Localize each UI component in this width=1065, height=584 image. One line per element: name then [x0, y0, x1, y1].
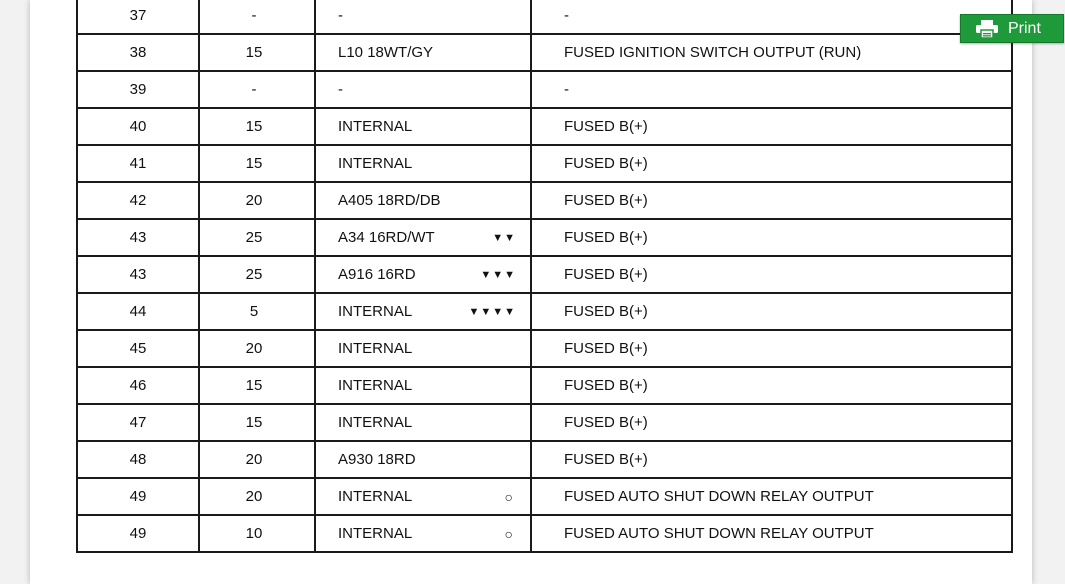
circuit-text: INTERNAL [338, 377, 413, 394]
fuse-amp-cell: 20 [199, 441, 315, 478]
table-row [77, 182, 1012, 219]
cavity-cell: 45 [77, 330, 199, 367]
fuse-amp-cell: - [199, 71, 315, 108]
circuit-cell [315, 404, 531, 441]
fuse-amp-cell: 25 [199, 219, 315, 256]
fuse-amp-cell: 10 [199, 515, 315, 552]
table-row [77, 0, 1012, 34]
circuit-text: INTERNAL [338, 414, 413, 431]
cavity-cell: 40 [77, 108, 199, 145]
cavity-cell: 48 [77, 441, 199, 478]
triangle-marker-icon: ▼▼▼▼ [468, 305, 516, 318]
circuit-text: INTERNAL [338, 340, 413, 357]
circuit-cell [315, 145, 531, 182]
description-cell: FUSED B(+) [531, 145, 1012, 182]
printer-icon [976, 20, 998, 38]
description-cell: - [531, 0, 1012, 34]
circuit-cell [315, 108, 531, 145]
description-cell: FUSED B(+) [531, 256, 1012, 293]
fuse-amp-cell: 20 [199, 182, 315, 219]
circuit-cell [315, 515, 531, 552]
circuit-cell [315, 293, 531, 330]
description-cell: FUSED B(+) [531, 293, 1012, 330]
cavity-cell: 42 [77, 182, 199, 219]
circuit-text: INTERNAL [338, 488, 413, 505]
circuit-text: INTERNAL [338, 155, 413, 172]
table-row [77, 145, 1012, 182]
cavity-cell: 49 [77, 478, 199, 515]
table-row [77, 293, 1012, 330]
cavity-cell: 39 [77, 71, 199, 108]
cavity-cell: 43 [77, 256, 199, 293]
circuit-cell [315, 219, 531, 256]
cavity-cell: 41 [77, 145, 199, 182]
fuse-pin-table [76, 0, 1013, 553]
triangle-marker-icon: ▼▼▼ [480, 268, 516, 281]
circuit-text: INTERNAL [338, 303, 413, 320]
circuit-cell [315, 256, 531, 293]
description-cell: FUSED B(+) [531, 108, 1012, 145]
cavity-cell: 49 [77, 515, 199, 552]
description-cell: FUSED AUTO SHUT DOWN RELAY OUTPUT [531, 478, 1012, 515]
cavity-cell: 37 [77, 0, 199, 34]
circuit-cell [315, 367, 531, 404]
fuse-amp-cell: 15 [199, 404, 315, 441]
description-cell: - [531, 71, 1012, 108]
circuit-text: L10 18WT/GY [338, 44, 434, 61]
cavity-cell: 43 [77, 219, 199, 256]
circuit-cell [315, 71, 531, 108]
circle-marker-icon: ○ [504, 525, 514, 542]
fuse-amp-cell: 15 [199, 367, 315, 404]
fuse-pin-table-body [77, 0, 1012, 552]
table-row [77, 219, 1012, 256]
table-row [77, 478, 1012, 515]
circuit-text: INTERNAL [338, 118, 413, 135]
cavity-cell: 47 [77, 404, 199, 441]
triangle-marker-icon: ▼▼ [492, 231, 516, 244]
circuit-text: - [338, 7, 343, 24]
cavity-cell: 38 [77, 34, 199, 71]
table-row [77, 108, 1012, 145]
description-cell: FUSED B(+) [531, 219, 1012, 256]
fuse-amp-cell: 15 [199, 145, 315, 182]
circuit-text: A34 16RD/WT [338, 229, 435, 246]
description-cell: FUSED IGNITION SWITCH OUTPUT (RUN) [531, 34, 1012, 71]
table-row [77, 71, 1012, 108]
circle-marker-icon: ○ [504, 488, 514, 505]
fuse-amp-cell: 5 [199, 293, 315, 330]
description-cell: FUSED B(+) [531, 367, 1012, 404]
table-row [77, 34, 1012, 71]
circuit-cell [315, 182, 531, 219]
fuse-amp-cell: - [199, 0, 315, 34]
description-cell: FUSED B(+) [531, 330, 1012, 367]
circuit-cell [315, 34, 531, 71]
fuse-amp-cell: 15 [199, 108, 315, 145]
circuit-text: - [338, 81, 343, 98]
description-cell: FUSED B(+) [531, 182, 1012, 219]
fuse-amp-cell: 20 [199, 478, 315, 515]
circuit-cell [315, 330, 531, 367]
fuse-amp-cell: 20 [199, 330, 315, 367]
print-button[interactable] [960, 14, 1064, 43]
fuse-amp-cell: 15 [199, 34, 315, 71]
description-cell: FUSED B(+) [531, 404, 1012, 441]
fuse-amp-cell: 25 [199, 256, 315, 293]
circuit-cell [315, 0, 531, 34]
circuit-text: A930 18RD [338, 451, 416, 468]
description-cell: FUSED AUTO SHUT DOWN RELAY OUTPUT [531, 515, 1012, 552]
table-row [77, 515, 1012, 552]
table-row [77, 256, 1012, 293]
cavity-cell: 46 [77, 367, 199, 404]
circuit-text: A916 16RD [338, 266, 416, 283]
circuit-text: INTERNAL [338, 525, 413, 542]
table-row [77, 441, 1012, 478]
print-button-label: Print [1008, 19, 1041, 37]
circuit-text: A405 18RD/DB [338, 192, 441, 209]
table-row [77, 330, 1012, 367]
circuit-cell [315, 441, 531, 478]
table-row [77, 404, 1012, 441]
description-cell: FUSED B(+) [531, 441, 1012, 478]
cavity-cell: 44 [77, 293, 199, 330]
table-row [77, 367, 1012, 404]
circuit-cell [315, 478, 531, 515]
